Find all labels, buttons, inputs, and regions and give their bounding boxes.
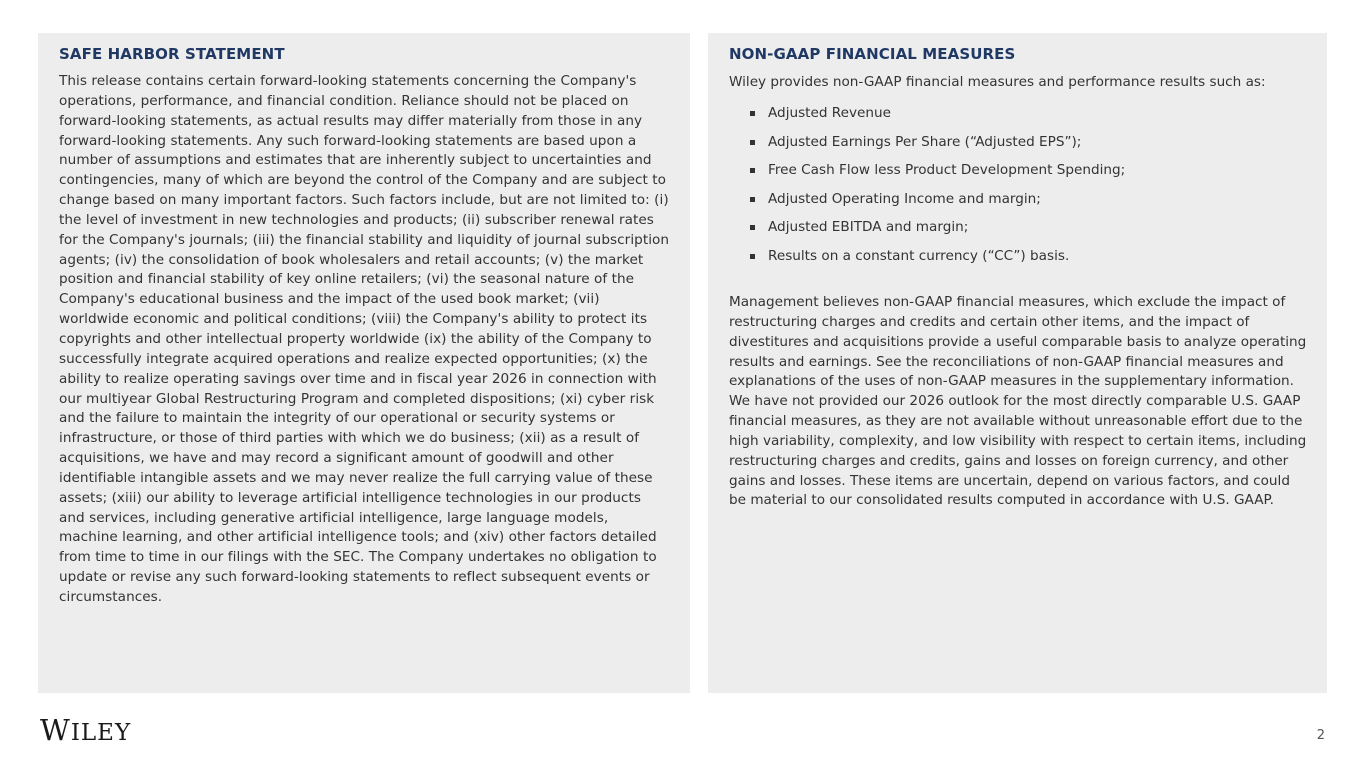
non-gaap-measures-list	[729, 99, 1307, 270]
non-gaap-intro: Wiley provides non-GAAP financial measures and performance results such as:	[729, 74, 1266, 90]
list-item	[729, 156, 1307, 185]
wiley-logo	[40, 714, 131, 749]
non-gaap-panel	[708, 33, 1327, 693]
list-item-label: Adjusted EBITDA and margin;	[768, 219, 969, 235]
safe-harbor-heading: SAFE HARBOR STATEMENT	[59, 45, 285, 63]
logo-rest-letters: ILEY	[70, 720, 132, 746]
safe-harbor-panel	[38, 33, 690, 693]
square-bullet-icon	[750, 197, 755, 202]
list-item	[729, 213, 1307, 242]
list-item-label: Adjusted Operating Income and margin;	[768, 190, 1041, 207]
square-bullet-icon	[750, 225, 755, 230]
list-item	[729, 128, 1307, 157]
page-number: 2	[1316, 728, 1325, 743]
list-item	[729, 242, 1307, 271]
list-item-label: Results on a constant currency (“CC”) basis.	[768, 247, 1070, 264]
square-bullet-icon	[750, 168, 755, 173]
list-item	[729, 99, 1307, 128]
list-item-label: Adjusted Revenue	[768, 105, 892, 121]
logo-first-letter: W	[40, 713, 71, 747]
list-item-label: Adjusted Earnings Per Share (“Adjusted EPS”);	[768, 133, 1082, 150]
square-bullet-icon	[750, 111, 755, 116]
non-gaap-management-text: Management believes non-GAAP financial measures, which exclude the impact of restructuring charges and credits and certain other items, and the impact of divestitures and acquisitions provide a useful comparable basis to analyze operating results and earnings. See the reconciliations of non-GAAP financial measures and explanations of the uses of non-GAAP measures in the supplementary information. We have not provided our 2026 outlook for the most directly comparable U.S. GAAP financial measures, as they are not available without unreasonable effort due to the high variability, complexity, and low visibility with respect to certain items, including restructuring charges and credits, gains and losses on foreign currency, and other gains and losses. These items are uncertain, depend on various factors, and could be material to our consolidated results computed in accordance with U.S. GAAP.	[729, 294, 1307, 509]
square-bullet-icon	[750, 254, 755, 259]
square-bullet-icon	[750, 140, 755, 145]
list-item	[729, 185, 1307, 214]
non-gaap-heading: NON-GAAP FINANCIAL MEASURES	[729, 45, 1016, 63]
safe-harbor-text: This release contains certain forward-looking statements concerning the Company's operations, performance, and financial condition. Reliance should not be placed on forward-looking statements, as actual results may differ materially from those in any forward-looking statements. Any such forward-looking statements are based upon a number of assumptions and estimates that are inherently subject to uncertainties and contingencies, many of which are beyond the control of the Company and are subject to change based on many important factors. Such factors include, but are not limited to: (i) the level of investment in new technologies and products; (ii) subscriber renewal rates for the Company's journals; (iii) the financial stability and liquidity of journal subscription agents; (iv) the consolidation of book wholesalers and retail accounts; (v) the market position and financial stability of key online retailers; (vi) the seasonal nature of the Company's educational business and the impact of the used book market; (vii) worldwide economic and political conditions; (viii) the Company's ability to protect its copyrights and other intellectual property worldwide (ix) the ability of the Company to successfully integrate acquired operations and realize expected opportunities; (x) the ability to realize operating savings over time and in fiscal year 2026 in connection with our multiyear Global Restructuring Program and completed dispositions; (xi) cyber risk and the failure to maintain the integrity of our operational or security systems or infrastructure, or those of third parties with which we do business; (xii) as a result of acquisitions, we have and may record a significant amount of goodwill and other identifiable intangible assets and we may never realize the full carrying value of these assets; (xiii) our ability to leverage artificial intelligence technologies in our products and services, including generative artificial intelligence, large language models, machine learning, and other artificial intelligence tools; and (xiv) other factors detailed from time to time in our filings with the SEC. The Company undertakes no obligation to update or revise any such forward-looking statements to reflect subsequent events or circumstances.	[59, 73, 670, 605]
list-item-label: Free Cash Flow less Product Development Spending;	[768, 162, 1126, 178]
